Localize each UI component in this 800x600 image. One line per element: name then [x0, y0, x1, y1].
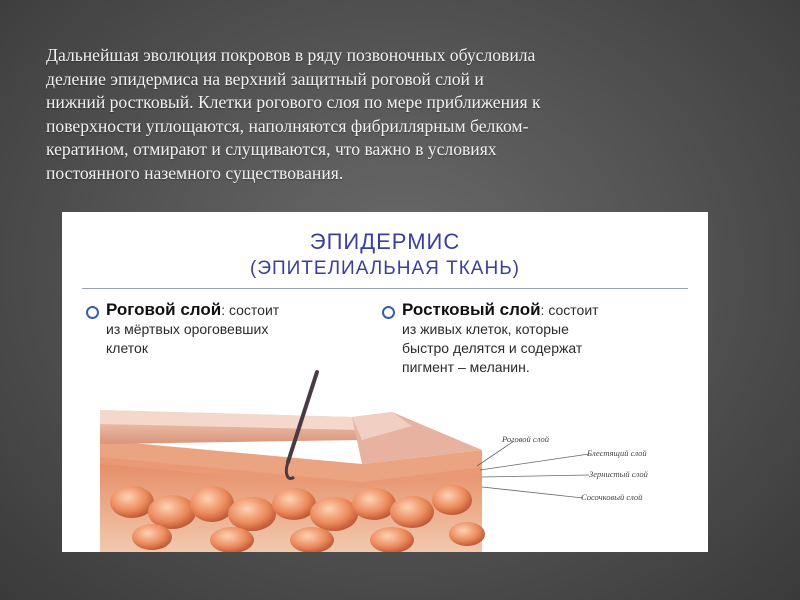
description-text: клеток — [106, 340, 148, 356]
colon: : — [221, 302, 226, 318]
paragraph-line: деление эпидермиса на верхний защитный роговой слой и — [46, 68, 484, 89]
description-text: из живых клеток, которые — [402, 321, 569, 337]
stratum-corneum-term: Роговой слой — [106, 300, 222, 319]
figure-subtitle: (ЭПИТЕЛИАЛЬНАЯ ТКАНЬ) — [250, 258, 520, 279]
paragraph-line: нижний ростковый. Клетки рогового слоя по мере приближения к — [46, 92, 541, 113]
body-paragraph — [46, 44, 766, 186]
layer-label: Блестящий слой — [587, 448, 647, 458]
stratum-basale-term: Ростковый слой — [402, 300, 541, 319]
colon: : — [540, 302, 545, 318]
layer-label: Роговой слой — [502, 434, 549, 444]
layer-leader-lines — [477, 441, 589, 498]
description-text: состоит — [228, 302, 280, 318]
description-text: пигмент – меланин. — [402, 359, 530, 375]
epidermis-figure — [62, 212, 708, 552]
description-text: быстро делятся и содержат — [402, 340, 583, 356]
layer-label: Зернистый слой — [589, 469, 648, 479]
description-text: состоит — [548, 302, 599, 318]
paragraph-line: постоянного наземного существования. — [46, 162, 344, 183]
figure-title: ЭПИДЕРМИС — [309, 229, 461, 254]
paragraph-line: кератином, отмирают и слущиваются, что важно в условиях — [46, 139, 497, 160]
paragraph-line: Дальнейшая эволюция покровов в ряду позвоночных обусловила — [46, 45, 536, 65]
description-text: из мёртвых ороговевших — [106, 321, 269, 337]
paragraph-line: поверхности уплощаются, наполняются фибриллярным белком- — [46, 115, 529, 136]
layer-label: Сосочковый слой — [581, 492, 643, 502]
